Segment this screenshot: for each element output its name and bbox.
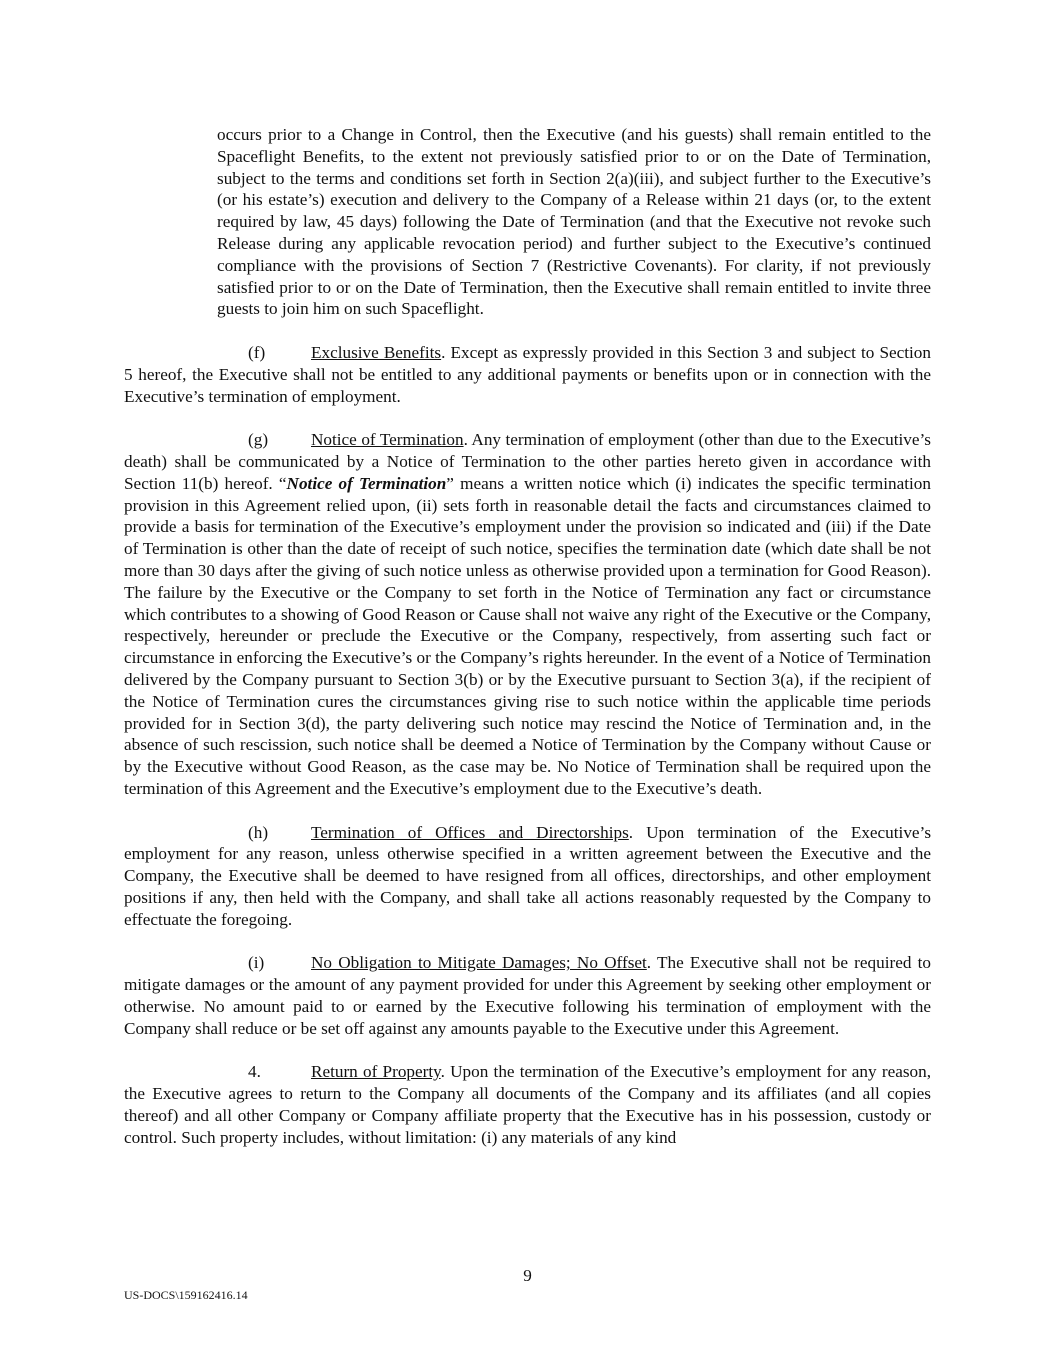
section-number: (h) — [248, 822, 269, 842]
defined-term: Notice of Termination — [286, 473, 447, 493]
section-heading: No Obligation to Mitigate Damages; No Offset — [311, 953, 647, 973]
section-text: . Upon the termination of the Executive’s employment for any reason, the Executive agrees to return to the Company all documents of the Company and its affiliates (and all copies thereof) and all other Company or Company affiliate property that the Executive has in his possession, custody or control. Such property includes, without limitation: (i) any materials of any kind — [124, 1062, 931, 1147]
section-text: . Upon termination of the Executive’s employment for any reason, unless otherwise specified in a written agreement between the Executive and the Company, the Executive shall be deemed to have resigned from all offices, directorships, and other employment positions if any, then held with the Company, and shall take all actions reasonably requested by the Company to effectuate the foregoing. — [124, 822, 932, 929]
section-4-paragraph — [124, 1061, 931, 1148]
document-id: US-DOCS\159162416.14 — [124, 1288, 248, 1302]
section-i-paragraph — [124, 952, 931, 1039]
section-text: . The Executive shall not be required to mitigate damages or the amount of any payment provided for under this Agreement by seeking other employment or otherwise. No amount paid to or earned by the Executive following his termination of employment with the Company shall reduce or be set off against any amounts payable to the Executive under this Agreement. — [124, 953, 932, 1038]
section-number: (i) — [248, 953, 265, 973]
section-text: . Any termination of employment (other than due to the Executive’s death) shall be communicated by a Notice of Termination to the other parties hereto given in accordance with Section 11(b) hereof. “ — [124, 430, 931, 493]
page-number: 9 — [523, 1266, 532, 1285]
section-text: ” means a written notice which (i) indicates the specific termination provision in this Agreement relied upon, (ii) sets forth in reasonable detail the facts and circumstances claimed to provide a basis for termination of the Executive’s employment under the provision so indicated and (iii) if the Date of Termination is other than the date of receipt of such notice, specifies the termination date (which date shall be not more than 30 days after the giving of such notice unless as otherwise provided upon a termination for Good Reason). The failure by the Executive or the Company to set forth in the Notice of Termination any fact or circumstance which contributes to a showing of Good Reason or Cause shall not waive any right of the Executive or the Company, respectively, hereunder or preclude the Executive or the Company, respectively, from asserting such fact or circumstance in enforcing the Executive’s or the Company’s rights hereunder. In the event of a Notice of Termination delivered by the Company pursuant to Section 3(b) or by the Executive pursuant to Section 3(a), if the recipient of the Notice of Termination cures the circumstances giving rise to such notice within the applicable time periods provided for in Section 3(d), the party delivering such notice may rescind the Notice of Termination and, in the absence of such rescission, such notice shall be deemed a Notice of Termination by the Company without Cause or by the Executive without Good Reason, as the case may be. No Notice of Termination shall be required upon the termination of this Agreement and the Executive’s employment due to the Executive’s death. — [124, 473, 931, 798]
section-g-paragraph — [124, 429, 931, 800]
section-heading: Return of Property — [311, 1062, 441, 1082]
section-number: 4. — [248, 1062, 261, 1082]
document-body — [124, 124, 931, 1170]
section-number: (f) — [248, 342, 266, 362]
section-heading: Termination of Offices and Directorships — [311, 822, 629, 842]
section-heading: Exclusive Benefits — [311, 342, 442, 362]
section-number: (g) — [248, 430, 269, 450]
section-h-paragraph — [124, 822, 931, 931]
continuation-paragraph: occurs prior to a Change in Control, then the Executive (and his guests) shall remain entitled to the Spaceflight Benefits, to the extent not previously satisfied prior to or on the Date of Termination, subject to the terms and conditions set forth in Section 2(a)(iii), and subject further to the Executive’s (or his estate’s) execution and delivery to the Company of a Release within 21 days (or, to the extent required by law, 45 days) following the Date of Termination (and that the Executive not revoke such Release during any applicable revocation period) and further subject to the Executive’s continued compliance with the provisions of Section 7 (Restrictive Covenants). For clarity, if not previously satisfied prior to or on the Date of Termination, then the Executive shall remain entitled to invite three guests to join him on such Spaceflight. — [217, 125, 931, 319]
section-text: . Except as expressly provided in this Section 3 and subject to Section 5 hereof, the Executive shall not be entitled to any additional payments or benefits upon or in connection with the Executive’s termination of employment. — [124, 342, 931, 406]
section-heading: Notice of Termination — [311, 430, 464, 450]
section-f-paragraph — [124, 342, 931, 407]
